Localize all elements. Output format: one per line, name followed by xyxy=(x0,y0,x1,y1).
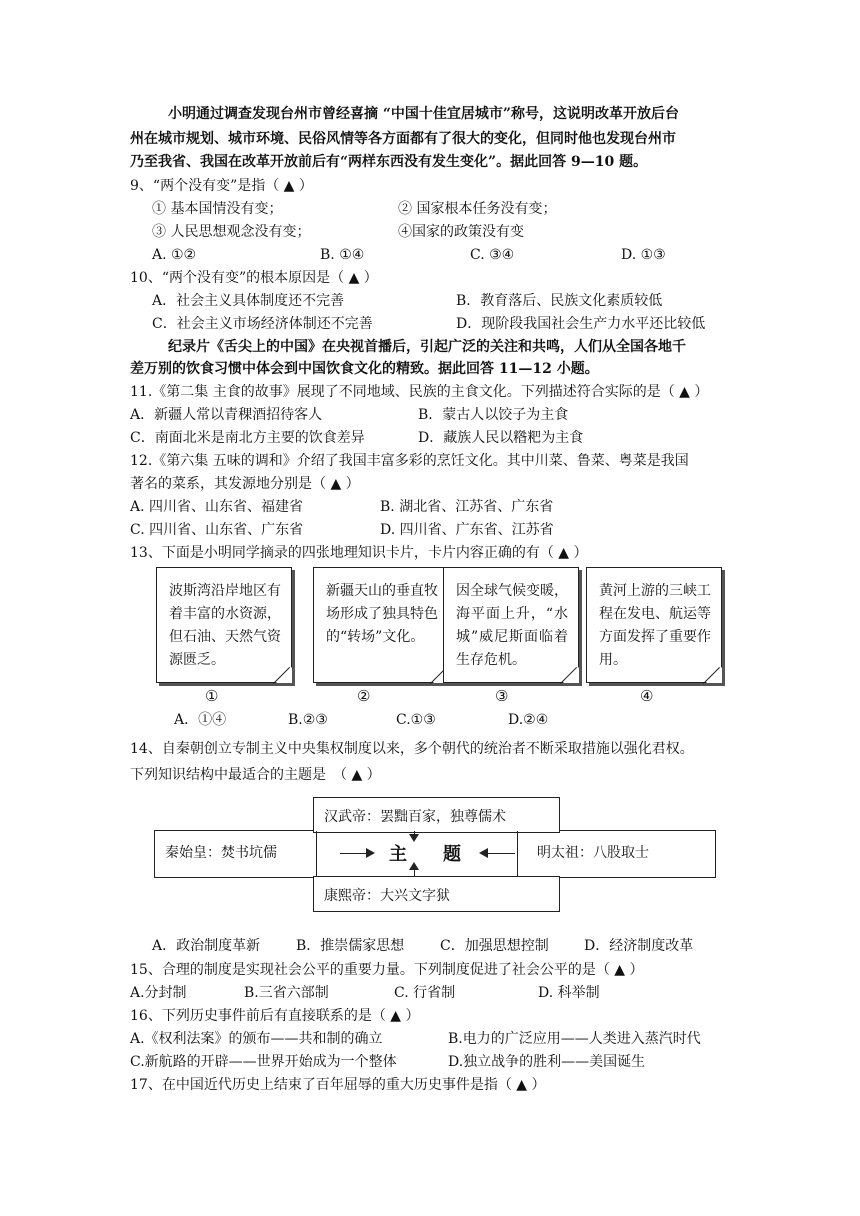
arrow-up-head xyxy=(409,862,419,870)
q12-option-c: C. 四川省、山东省、广东省 xyxy=(130,522,304,538)
q10-option-c: C．社会主义市场经济体制还不完善 xyxy=(152,316,373,332)
card-number-2: ② xyxy=(357,687,371,705)
intro-paragraph-2: 差万别的饮食习惯中体会到中国饮食文化的精致。据此回答 11—12 小题。 xyxy=(130,361,599,377)
q11-option-c: C．南面北米是南北方主要的饮食差异 xyxy=(130,430,365,446)
q13-option-b: B.②③ xyxy=(288,712,328,728)
question-12-stem: 12.《第六集 五味的调和》介绍了我国丰富多彩的烹饪文化。其中川菜、鲁菜、粤菜是我国 xyxy=(130,453,689,469)
q13-option-d: D.②④ xyxy=(508,712,549,728)
q10-option-b: B．教育落后、民族文化素质较低 xyxy=(456,293,663,309)
diagram-bottom-text: 康熙帝：大兴文字狱 xyxy=(324,888,450,904)
card-fold xyxy=(276,667,292,683)
q12-option-a: A. 四川省、山东省、福建省 xyxy=(130,499,304,515)
diagram-right-text: 明太祖：八股取士 xyxy=(537,845,649,861)
q16-option-c: C.新航路的开辟——世界开始成为一个整体 xyxy=(130,1054,397,1070)
q14-option-a: A．政治制度革新 xyxy=(152,938,261,954)
card-text: 波斯湾沿岸地区有着丰富的水资源，但石油、天然气资源匮乏。 xyxy=(169,583,281,668)
q14-option-d: D．经济制度改革 xyxy=(584,938,694,954)
diagram-left-text: 秦始皇：焚书坑儒 xyxy=(165,845,277,861)
arrow-left-head xyxy=(479,848,488,858)
intro-paragraph-1: 小明通过调查发现台州市曾经喜摘 “中国十佳宜居城市”称号，这说明改革开放后台 xyxy=(140,106,679,122)
question-17-stem: 17、在中国近代历史上结束了百年屈辱的重大历史事件是指（ ▲ ） xyxy=(130,1077,546,1093)
q13-option-c: C.①③ xyxy=(396,712,436,728)
intro-paragraph-2: 纪录片《舌尖上的中国》在央视首播后，引起广泛的关注和共鸣，人们从全国各地千 xyxy=(140,339,686,355)
geography-card-3 xyxy=(443,567,579,683)
q9-option-d: D. ①③ xyxy=(621,247,666,263)
q14-option-b: B．推崇儒家思想 xyxy=(296,938,405,954)
q15-option-c: C. 行省制 xyxy=(394,985,456,1001)
arrow-down-head xyxy=(409,834,419,842)
question-14-stem: 下列知识结构中最适合的主题是 （ ▲ ） xyxy=(130,767,381,783)
q13-option-a: A．①④ xyxy=(174,712,227,728)
q9-option-c: C. ③④ xyxy=(470,247,515,263)
question-14-stem: 14、自秦朝创立专制主义中央集权制度以来，多个朝代的统治者不断采取措施以强化君权。 xyxy=(130,741,694,757)
question-10-stem: 10、“两个没有变”的根本原因是（ ▲ ） xyxy=(130,270,378,286)
question-16-stem: 16、下列历史事件前后有直接联系的是（ ▲ ） xyxy=(130,1008,420,1024)
q12-option-b: B. 湖北省、江苏省、广东省 xyxy=(380,499,554,515)
q9-statement-3: ③ 人民思想观念没有变； xyxy=(152,224,311,240)
question-9-stem: 9、“两个没有变”是指（ ▲ ） xyxy=(130,178,313,194)
q16-option-d: D.独立战争的胜利——美国诞生 xyxy=(448,1054,646,1070)
card-text: 因全球气候变暖，海平面上升，“水城”威尼斯面临着生存危机。 xyxy=(456,583,568,668)
diagram-center-title: 主 题 xyxy=(389,844,461,865)
card-number-4: ④ xyxy=(640,687,654,705)
q16-option-b: B.电力的广泛应用——人类进入蒸汽时代 xyxy=(448,1031,701,1047)
q9-statement-1: ① 基本国情没有变； xyxy=(152,201,283,217)
q9-statement-4: ④国家的政策没有变 xyxy=(398,224,524,240)
q9-option-b: B. ①④ xyxy=(320,247,365,263)
intro-paragraph-1: 乃至我省、我国在改革开放前后有“两样东西没有发生变化”。据此回答 9—10 题。 xyxy=(130,154,648,170)
geography-card-2 xyxy=(313,567,449,683)
question-11-stem: 11.《第二集 主食的故事》展现了不同地域、民族的主食文化。下列描述符合实际的是（ ▲ ） xyxy=(130,384,709,400)
q11-option-d: D．藏族人民以糌粑为主食 xyxy=(418,430,584,446)
q9-statement-2: ② 国家根本任务没有变； xyxy=(398,201,557,217)
question-13-stem: 13、下面是小明同学摘录的四张地理知识卡片，卡片内容正确的有（ ▲ ） xyxy=(130,545,588,561)
card-fold xyxy=(563,667,579,683)
question-15-stem: 15、合理的制度是实现社会公平的重要力量。下列制度促进了社会公平的是（ ▲ ） xyxy=(130,962,644,978)
q14-option-c: C．加强思想控制 xyxy=(440,938,549,954)
geography-card-1 xyxy=(156,567,292,683)
card-fold xyxy=(706,667,722,683)
q11-option-b: B．蒙古人以饺子为主食 xyxy=(418,407,569,423)
arrow-right-head xyxy=(366,848,375,858)
diagram-bottom-box xyxy=(313,876,560,912)
diagram-top-box xyxy=(313,797,560,833)
question-12-stem: 著名的菜系，其发源地分别是（ ▲ ） xyxy=(130,476,360,492)
diagram-divider-right xyxy=(517,831,518,877)
card-text: 黄河上游的三峡工程在发电、航运等方面发挥了重要作用。 xyxy=(599,583,711,668)
q11-option-a: A．新疆人常以青稞酒招待客人 xyxy=(130,407,323,423)
card-text: 新疆天山的垂直牧场形成了独具特色的“转场”文化。 xyxy=(326,583,438,645)
card-number-3: ③ xyxy=(495,687,509,705)
q10-option-d: D．现阶段我国社会生产力水平还比较低 xyxy=(456,316,706,332)
q12-option-d: D. 四川省、广东省、江苏省 xyxy=(380,522,554,538)
geography-card-4 xyxy=(586,567,722,683)
q15-option-d: D. 科举制 xyxy=(538,985,600,1001)
q15-option-b: B.三省六部制 xyxy=(244,985,329,1001)
intro-paragraph-1: 州在城市规划、城市环境、民俗风情等各方面都有了很大的变化，但同时他也发现台州市 xyxy=(130,131,676,147)
diagram-divider-left xyxy=(316,831,317,877)
card-number-1: ① xyxy=(205,687,219,705)
q10-option-a: A．社会主义具体制度还不完善 xyxy=(152,293,345,309)
arrow-right-line xyxy=(485,853,515,854)
diagram-top-text: 汉武帝：罢黜百家，独尊儒术 xyxy=(324,809,506,825)
q15-option-a: A.分封制 xyxy=(130,985,187,1001)
q9-option-a: A. ①② xyxy=(152,247,197,263)
q16-option-a: A.《权利法案》的颁布——共和制的确立 xyxy=(130,1031,383,1047)
